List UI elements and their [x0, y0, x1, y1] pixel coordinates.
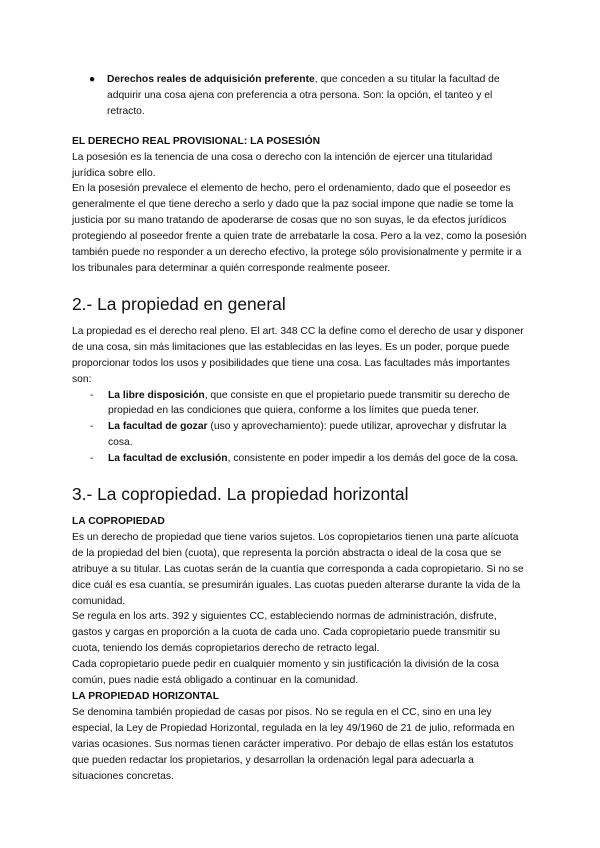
list-item [72, 388, 528, 420]
dash-marker: - [90, 389, 94, 401]
list-item [72, 419, 528, 451]
item-text: , que conceden a su titular la facultad de adquirir una cosa ajena con preferencia a otra persona. Son: la opción, el tanteo y el retracto. [107, 74, 500, 117]
item-text: , que consiste en que el propietario puede transmitir su derecho de propiedad en las condiciones que quiera, conforme a los límites que pueda tener. [108, 389, 510, 417]
list-item [72, 72, 528, 120]
item-text: , consistente en poder impedir a los demás del goce de la cosa. [227, 453, 519, 465]
list-item [72, 451, 528, 467]
section-subheading-posesion: EL DERECHO REAL PROVISIONAL: LA POSESIÓN [72, 135, 321, 147]
dash-marker: - [90, 453, 94, 465]
paragraph: Se regula en los arts. 392 y siguientes CC, estableciendo normas de administración, disfrute, gastos y cargas en proporción a la cuota de cada uno. Cada copropietario puede transmitir su cuota, teniendo los demás copropietarios derecho de retracto legal. [72, 611, 501, 655]
item-text: (uso y aprovechamiento): puede utilizar, aprovechar y disfrutar la cosa. [108, 421, 507, 449]
paragraph: Cada copropietario puede pedir en cualquier momento y sin justificación la división de la cosa común, pues nadie está obligado a continuar en la comunidad. [72, 659, 499, 687]
bold-term: La facultad de exclusión [108, 453, 228, 465]
paragraph: Es un derecho de propiedad que tiene varios sujetos. Los copropietarios tienen una parte alícuota de la propiedad del bien (cuota), que representa la porción abstracta o ideal de la cosa que se atribuye a su titular. Las cuotas serán de la cuantía que corresponda a cada copropietario. Si no se dice cuál es esa cuantía, se presumirán iguales. Las cuotas pueden alterarse durante la vida de la comunidad. [72, 531, 524, 607]
section-title-2: 2.- La propiedad en general [72, 293, 286, 314]
bullet-marker: ● [89, 74, 96, 85]
bold-term: La facultad de gozar [108, 421, 208, 433]
section-subheading-copropiedad: LA COPROPIEDAD [72, 516, 165, 528]
section-title-3: 3.- La copropiedad. La propiedad horizontal [72, 484, 409, 505]
bold-term: Derechos reales de adquisición preferente [107, 74, 315, 85]
paragraph: La posesión es la tenencia de una cosa o derecho con la intención de ejercer una titularidad jurídica sobre ello. [72, 151, 493, 179]
dash-marker: - [90, 421, 94, 433]
bold-term: La libre disposición [108, 389, 205, 401]
section-subheading-horizontal: LA PROPIEDAD HORIZONTAL [72, 691, 220, 702]
paragraph: En la posesión prevalece el elemento de hecho, pero el ordenamiento, dado que el poseedor es generalmente el que tiene derecho a serlo y dado que la paz social impone que nadie se tome la justicia por su mano tratando de apoderarse de cosas que no son suyas, le da efectos jurídicos protegiendo al poseedor frente a quien trate de arrebatarle la cosa. Pero a la vez, como la posesión también puede no responder a un derecho efectivo, la protege sólo provisionalmente y permite ir a los tribunales para determinar a quién corresponde realmente poseer. [72, 183, 527, 274]
faculties-list [72, 388, 528, 468]
paragraph: Se denomina también propiedad de casas por pisos. No se regula en el CC, sino en una ley especial, la Ley de Propiedad Horizontal, regulada en la ley 49/1960 de 21 de julio, reformada en varias ocasiones. Sus normas tienen carácter imperativo. Por debajo de ellas están los estatutos que pueden redactar los propietarios, y desarrollan la ordenación legal para adecuarla a situaciones concretas. [72, 706, 515, 782]
paragraph: La propiedad es el derecho real pleno. El art. 348 CC la define como el derecho de usar y disponer de una cosa, sin más limitaciones que las establecidas en las leyes. Es un poder, porque puede proporcionar todos los usos y posibilidades que tiene una cosa. Las facultades más importantes son: [72, 325, 524, 385]
document-content [72, 72, 528, 784]
